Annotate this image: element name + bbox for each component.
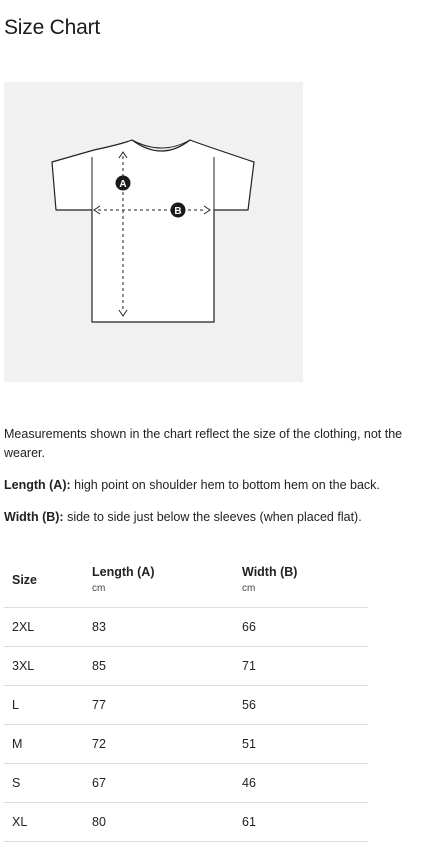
length-cell: 80 [92,815,106,829]
length-column-label: Length (A) [92,565,155,579]
length-column-header [92,565,154,594]
table-row [4,608,368,647]
tshirt-measurement-diagram [4,82,303,382]
width-cell: 71 [242,659,256,673]
width-definition-label: Width (B): [4,510,64,524]
table-row [4,647,368,686]
width-column-label: Width (B) [242,565,298,579]
table-row [4,803,368,842]
length-column-unit: cm [92,583,106,594]
length-definition [4,476,444,495]
length-cell: 85 [92,659,106,673]
size-table [4,551,368,842]
length-cell: 67 [92,776,106,790]
length-cell: 77 [92,698,106,712]
marker-b-label: B [174,206,182,217]
marker-a-label: A [119,179,127,190]
table-row [4,725,368,764]
width-cell: 46 [242,776,256,790]
measurement-intro: Measurements shown in the chart reflect the size of the clothing, not the wearer. [4,427,403,460]
table-row [4,686,368,725]
size-cell: S [12,776,21,790]
size-cell: 3XL [12,659,35,673]
width-column-header [242,565,297,594]
table-row [4,764,368,803]
width-cell: 56 [242,698,256,712]
length-definition-label: Length (A): [4,478,71,492]
size-cell: 2XL [12,620,35,634]
width-definition-text: side to side just below the sleeves (when placed flat). [63,510,362,524]
tshirt-outline-icon [4,82,303,382]
size-cell: L [12,698,19,712]
width-column-unit: cm [242,583,256,594]
size-cell: XL [12,815,28,829]
width-cell: 66 [242,620,256,634]
width-cell: 51 [242,737,256,751]
length-definition-text: high point on shoulder hem to bottom hem on the back. [70,478,380,492]
width-cell: 61 [242,815,256,829]
width-definition [4,508,444,527]
size-cell: M [12,737,23,751]
length-cell: 72 [92,737,106,751]
size-table-header [4,551,368,608]
length-cell: 83 [92,620,106,634]
page-title: Size Chart [4,16,101,39]
size-column-header: Size [12,573,38,587]
